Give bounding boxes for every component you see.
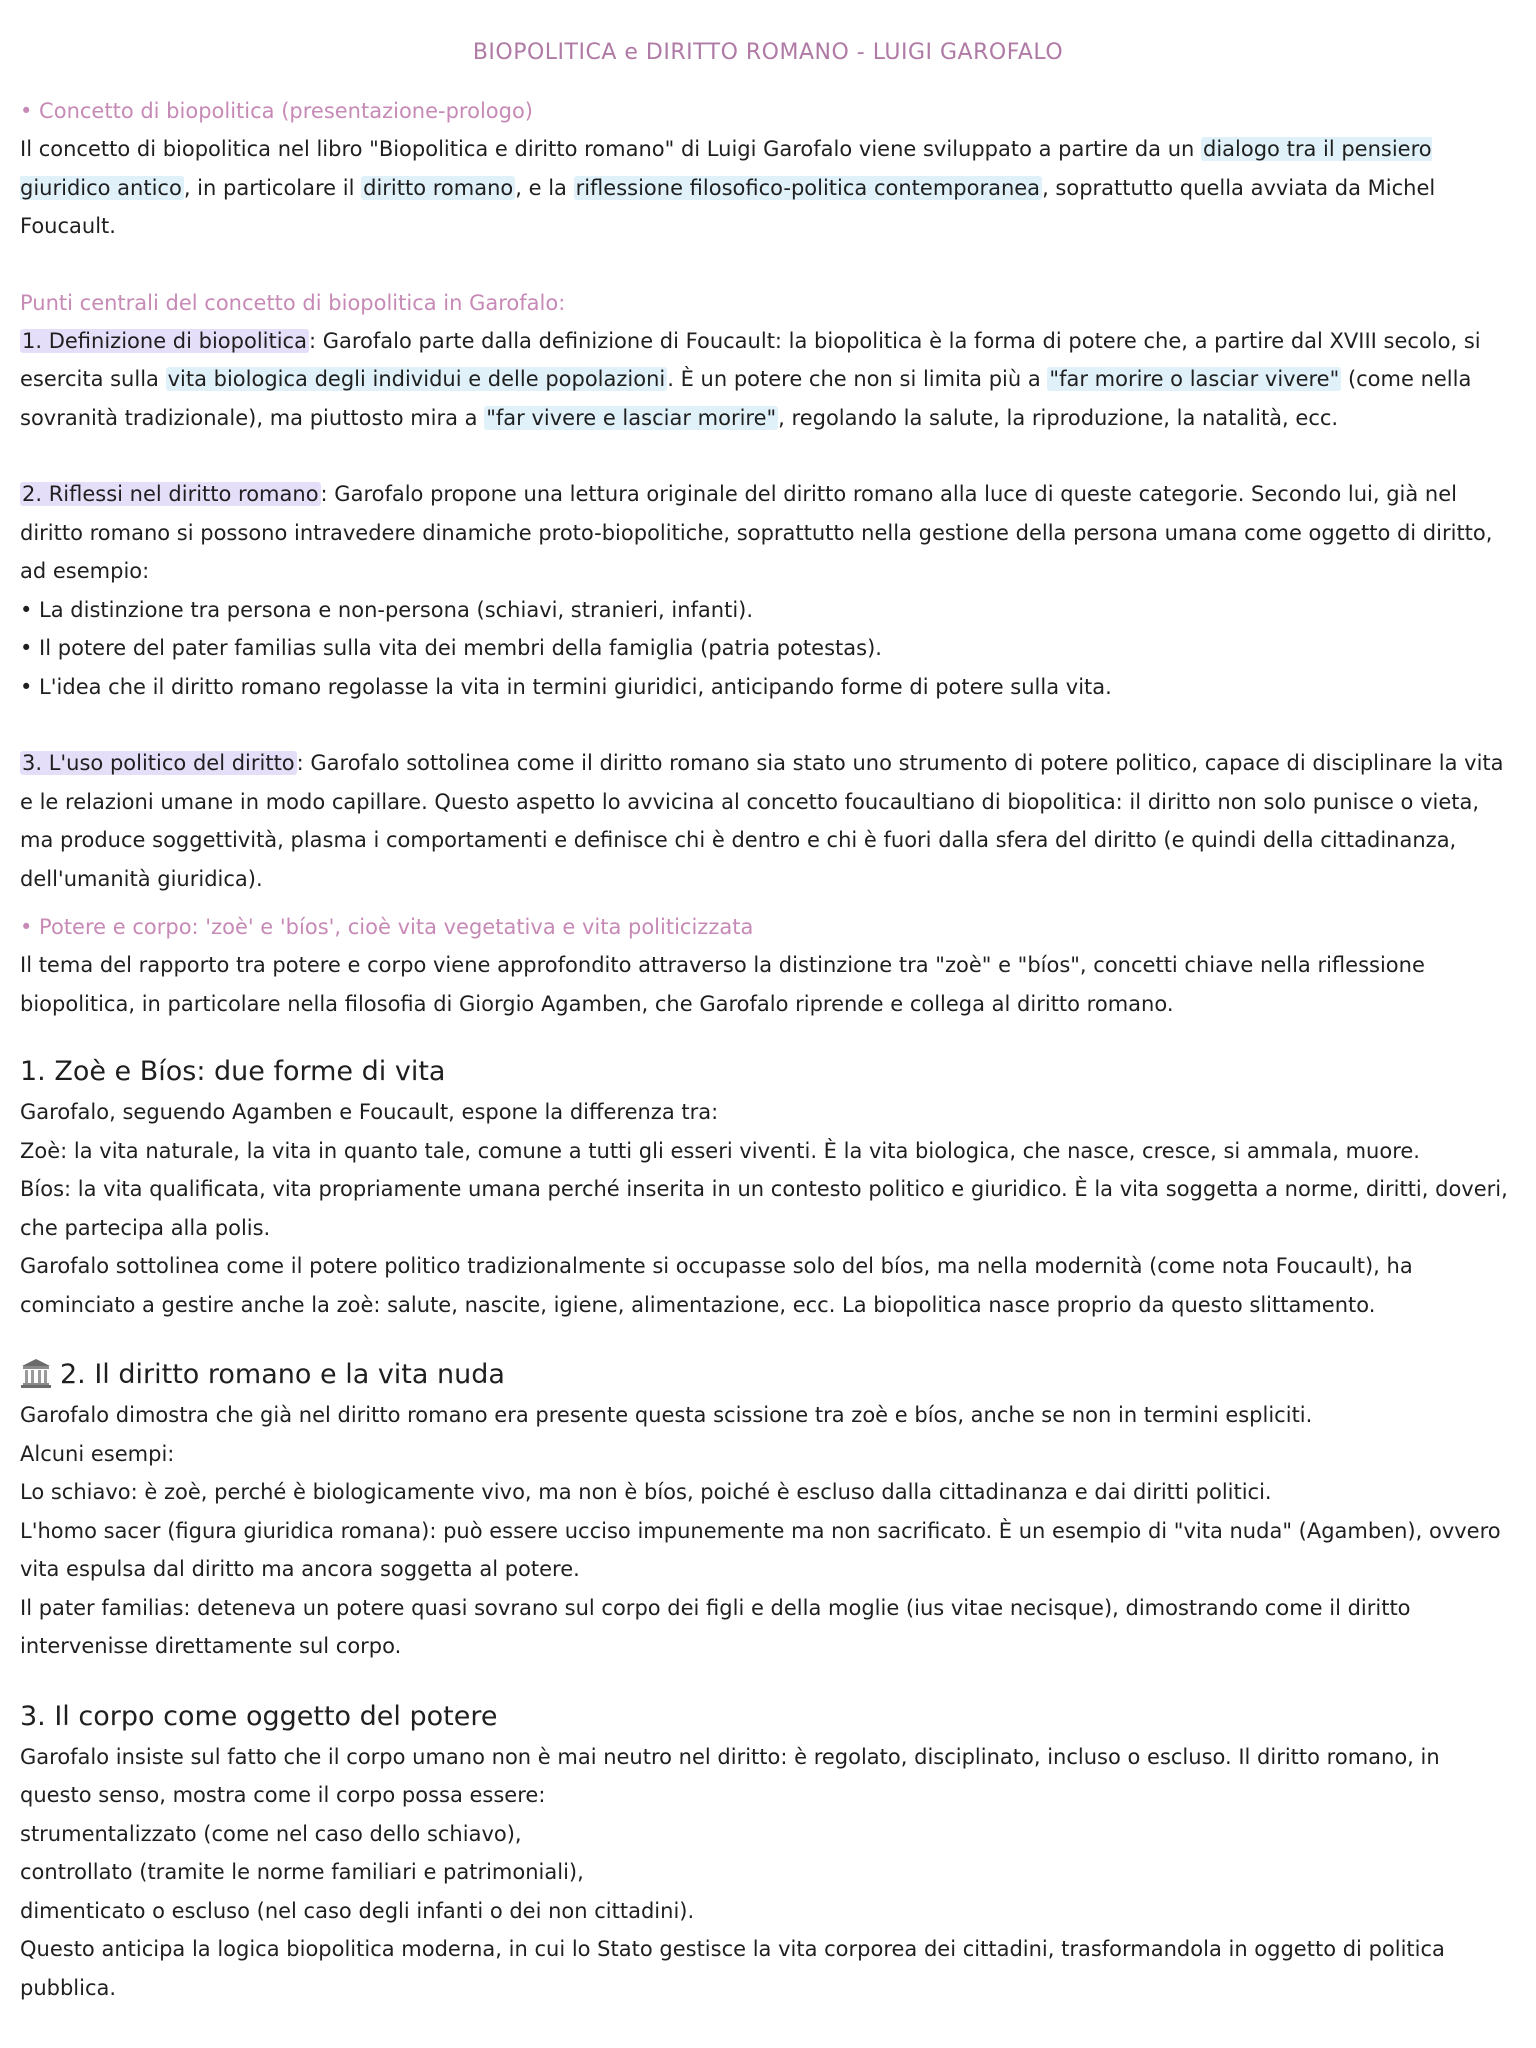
list-item: • L'idea che il diritto romano regolasse la vita in termini giuridici, anticipando forme di potere sulla vita. <box>20 674 1112 699</box>
list-item: • La distinzione tra persona e non-persona (schiavi, stranieri, infanti). <box>20 597 754 622</box>
text-line: Il pater familias: deteneva un potere quasi sovrano sul corpo dei figli e della moglie (ius vitae necisque), dimostrando come il diritto intervenisse direttamente sul corpo. <box>20 1595 1411 1658</box>
item-label: 1. Definizione di biopolitica <box>22 328 307 353</box>
text-line: controllato (tramite le norme familiari e patrimoniali), <box>20 1860 584 1884</box>
text-line: Garofalo sottolinea come il potere politico tradizionalmente si occupasse solo del bíos, ma nella modernità (come nota Foucault), ha cominciato a gestire anche la zoè: salute, nascite, igiene, alimentazione, ecc. La biopolitica nasce proprio da questo slittamento. <box>20 1254 1413 1317</box>
text-line: Garofalo, seguendo Agamben e Foucault, espone la differenza tra: <box>20 1100 719 1124</box>
concept-paragraph: Il concetto di biopolitica nel libro "Biopolitica e diritto romano" di Luigi Garofalo viene sviluppato a partire da un dialogo tra il pensiero giuridico antico, in particolare il diritto romano, e la riflessione filosofico-politica contemporanea, soprattutto quella avviata da Michel Foucault. <box>20 137 1436 238</box>
text-line: dimenticato o escluso (nel caso degli infanti o dei non cittadini). <box>20 1898 695 1923</box>
central-item-2: 2. Riflessi nel diritto romano: Garofalo propone una lettura originale del diritto romano alla luce di queste categorie. Secondo lui, già nel diritto romano si possono intravedere dinamiche proto-biopolitiche, soprattutto nella gestione della persona umana come oggetto di diritto, ad esempio: <box>20 482 1493 583</box>
text-line: Questo anticipa la logica biopolitica moderna, in cui lo Stato gestisce la vita corporea dei cittadini, trasformandola in oggetto di politica pubblica. <box>20 1937 1445 2000</box>
subheading-corpo: 3. Il corpo come oggetto del potere <box>20 1700 498 1732</box>
highlight: "far vivere e lasciar morire" <box>486 405 777 430</box>
item-label: 2. Riflessi nel diritto romano <box>22 482 319 506</box>
text-line: Alcuni esempi: <box>20 1441 175 1466</box>
highlight: riflessione filosofico-politica contemporanea <box>575 175 1041 200</box>
classical-building-icon <box>20 1357 52 1389</box>
highlight: dialogo tra il pensiero giuridico antico <box>20 137 1432 200</box>
power-intro: Il tema del rapporto tra potere e corpo viene approfondito attraverso la distinzione tra "zoè" e "bíos", concetti chiave nella riflessione biopolitica, in particolare nella filosofia di Giorgio Agamben, che Garofalo riprende e collega al diritto romano. <box>20 953 1425 1016</box>
text-line: Zoè: la vita naturale, la vita in quanto tale, comune a tutti gli esseri viventi. È la vita biologica, che nasce, cresce, si ammala, muore. <box>20 1138 1420 1163</box>
page-title: BIOPOLITICA e DIRITTO ROMANO - LUIGI GAROFALO <box>472 40 1064 65</box>
highlight: diritto romano <box>363 175 514 200</box>
text-line: Garofalo dimostra che già nel diritto romano era presente questa scissione tra zoè e bíos, anche se non in termini espliciti. <box>20 1403 1313 1427</box>
subheading-vita-nuda: 2. Il diritto romano e la vita nuda <box>20 1354 1516 1396</box>
item-label: 3. L'uso politico del diritto <box>22 751 295 775</box>
highlight: "far morire o lasciar vivere" <box>1049 367 1340 391</box>
section-heading-central: Punti centrali del concetto di biopolitica in Garofalo: <box>20 290 566 315</box>
text-line: strumentalizzato (come nel caso dello schiavo), <box>20 1821 522 1846</box>
text-line: Garofalo insiste sul fatto che il corpo umano non è mai neutro nel diritto: è regolato, disciplinato, incluso o escluso. Il diritto romano, in questo senso, mostra come il corpo possa essere: <box>20 1744 1440 1807</box>
section-heading-concept: • Concetto di biopolitica (presentazione-prologo) <box>20 99 534 123</box>
section-heading-power: • Potere e corpo: 'zoè' e 'bíos', cioè vita vegetativa e vita politicizzata <box>20 915 754 939</box>
list-item: • Il potere del pater familias sulla vita dei membri della famiglia (patria potestas). <box>20 636 882 660</box>
highlight: vita biologica degli individui e delle popolazioni <box>167 367 666 391</box>
subheading-zoe-bios: 1. Zoè e Bíos: due forme di vita <box>20 1056 446 1087</box>
text-line: L'homo sacer (figura giuridica romana): può essere ucciso impunemente ma non sacrificato. È un esempio di "vita nuda" (Agamben), ovvero vita espulsa dal diritto ma ancora soggetta al potere. <box>20 1518 1501 1581</box>
text-line: Bíos: la vita qualificata, vita propriamente umana perché inserita in un contesto politico e giuridico. È la vita soggetta a norme, diritti, doveri, che partecipa alla polis. <box>20 1177 1508 1240</box>
text-line: Lo schiavo: è zoè, perché è biologicamente vivo, ma non è bíos, poiché è escluso dalla cittadinanza e dai diritti politici. <box>20 1480 1272 1504</box>
central-item-1: 1. Definizione di biopolitica: Garofalo parte dalla definizione di Foucault: la biopolitica è la forma di potere che, a partire dal XVIII secolo, si esercita sulla vita biologica degli individui e delle popolazioni. È un potere che non si limita più a "far morire o lasciar vivere" (come nella sovranità tradizionale), ma piuttosto mira a "far vivere e lasciar morire", regolando la salute, la riproduzione, la natalità, ecc. <box>20 328 1481 430</box>
central-item-3: 3. L'uso politico del diritto: Garofalo sottolinea come il diritto romano sia stato uno strumento di potere politico, capace di disciplinare la vita e le relazioni umane in modo capillare. Questo aspetto lo avvicina al concetto foucaultiano di biopolitica: il diritto non solo punisce o vieta, ma produce soggettività, plasma i comportamenti e definisce chi è dentro e chi è fuori dalla sfera del diritto (e quindi della cittadinanza, dell'umanità giuridica). <box>20 751 1504 891</box>
